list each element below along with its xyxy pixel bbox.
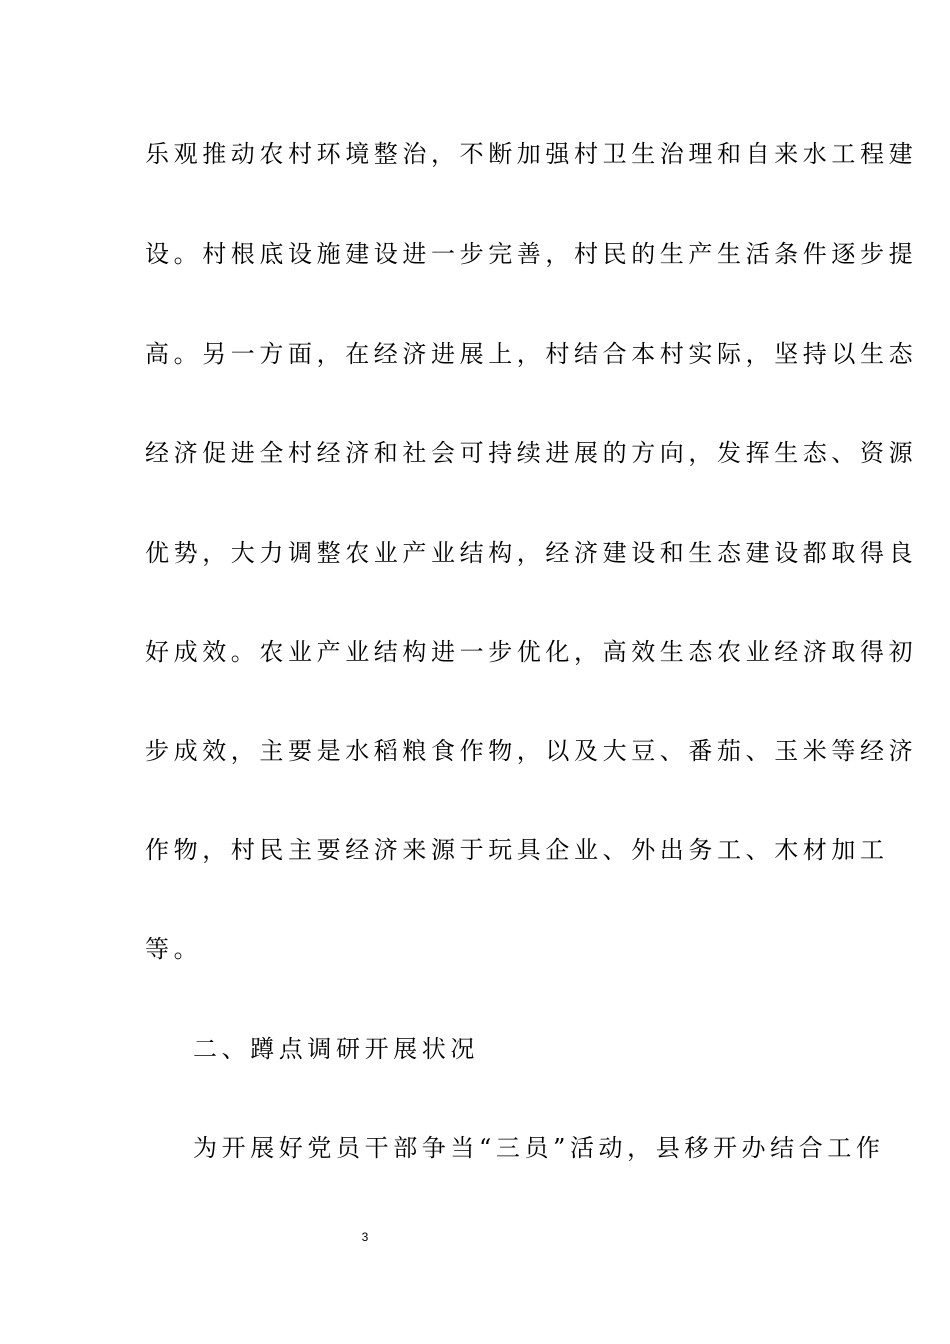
body-text-line: 好成效。农业产业结构进一步优化，高效生态农业经济取得初 (145, 638, 918, 666)
body-text-line: 经济促进全村经济和社会可持续进展的方向，发挥生态、资源 (145, 439, 918, 467)
body-text-line: 高。另一方面，在经济进展上，村结合本村实际，坚持以生态 (145, 340, 918, 368)
body-text-line: 优势，大力调整农业产业结构，经济建设和生态建设都取得良 (145, 539, 918, 567)
body-text-line: 步成效，主要是水稻粮食作物，以及大豆、番茄、玉米等经济 (145, 737, 918, 765)
page-number: 3 (361, 1230, 369, 1244)
body-text-line: 作物，村民主要经济来源于玩具企业、外出务工、木材加工 (145, 836, 889, 864)
section-heading: 二、蹲点调研开展状况 (193, 1035, 479, 1063)
body-text-line: 乐观推动农村环境整治，不断加强村卫生治理和自来水工程建 (145, 140, 918, 168)
body-text-line: 设。村根底设施建设进一步完善，村民的生产生活条件逐步提 (145, 240, 918, 268)
body-text-line: 为开展好党员干部争当“三员”活动，县移开办结合工作 (193, 1134, 885, 1162)
body-text-line: 等。 (145, 935, 203, 963)
